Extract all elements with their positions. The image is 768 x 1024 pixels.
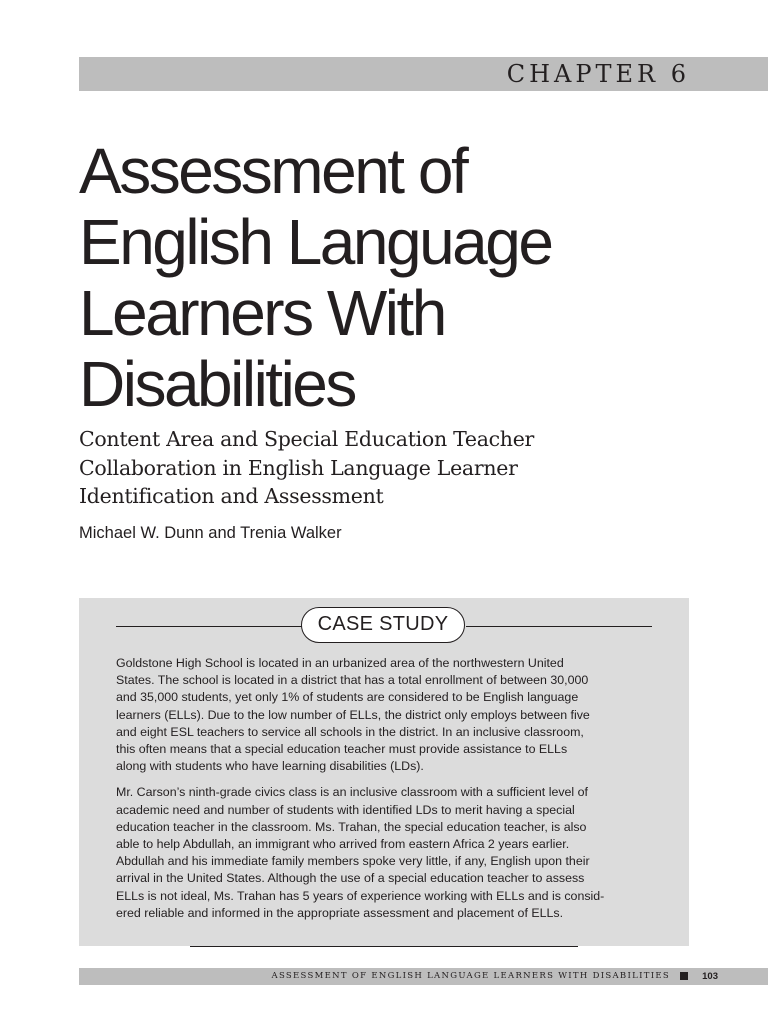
chapter-subtitle-line: Content Area and Special Education Teacher xyxy=(79,427,535,451)
chapter-title-line: Learners With xyxy=(79,277,445,349)
authors: Michael W. Dunn and Trenia Walker xyxy=(79,524,342,542)
text-line: Mr. Carson’s ninth-grade civics class is an inclusive classroom with a sufficient level of xyxy=(116,785,588,800)
case-study-rule-left xyxy=(116,626,302,627)
footer-bar xyxy=(79,968,768,985)
case-study-box xyxy=(79,598,689,946)
text-line: along with students who have learning disabilities (LDs). xyxy=(116,759,424,774)
case-study-paragraph xyxy=(116,655,656,775)
page-number: 103 xyxy=(702,971,718,982)
chapter-title-line: English Language xyxy=(79,206,552,278)
text-line: arrival in the United States. Although the use of a special education teacher to assess xyxy=(116,871,585,886)
text-line: ered reliable and informed in the appropriate assessment and placement of ELLs. xyxy=(116,905,564,920)
text-line: Goldstone High School is located in an urbanized area of the northwestern United xyxy=(116,656,564,670)
square-bullet-icon xyxy=(680,972,688,980)
chapter-title-line: Assessment of xyxy=(79,135,467,207)
case-study-text xyxy=(116,655,656,931)
chapter-subtitle xyxy=(79,425,679,511)
chapter-subtitle-line: Identification and Assessment xyxy=(79,484,384,508)
section-divider xyxy=(190,946,578,947)
text-line: and eight ESL teachers to service all schools in the district. In an inclusive classroom, xyxy=(116,724,584,739)
running-head: ASSESSMENT OF ENGLISH LANGUAGE LEARNERS WITH DISABILITIES xyxy=(271,971,670,981)
chapter-title-line: Disabilities xyxy=(79,348,355,420)
text-line: States. The school is located in a district that has a total enrollment of between 30,000 xyxy=(116,673,589,688)
case-study-rule-right xyxy=(466,626,652,627)
text-line: able to help Abdullah, an immigrant who arrived from eastern Africa 2 years earlier. xyxy=(116,837,570,852)
text-line: learners (ELLs). Due to the low number of ELLs, the district only employs between five xyxy=(116,707,590,722)
text-line: ELLs is not ideal, Ms. Trahan has 5 years of experience working with ELLs and is consid- xyxy=(116,888,605,903)
chapter-title xyxy=(79,136,719,420)
text-line: and 35,000 students, yet only 1% of students are considered to be English language xyxy=(116,690,579,705)
text-line: academic need and number of students with identified LDs to merit having a special xyxy=(116,802,575,817)
chapter-header-bar xyxy=(79,57,768,91)
text-line: this often means that a special education teacher must provide assistance to ELLs xyxy=(116,742,568,757)
case-study-heading: CASE STUDY xyxy=(301,607,465,643)
text-line: education teacher in the classroom. Ms. Trahan, the special education teacher, is also xyxy=(116,819,587,834)
case-study-paragraph xyxy=(116,784,656,922)
text-line: Abdullah and his immediate family members spoke very little, if any, English upon their xyxy=(116,854,590,869)
chapter-subtitle-line: Collaboration in English Language Learner xyxy=(79,455,518,480)
chapter-label: CHAPTER 6 xyxy=(506,60,690,88)
